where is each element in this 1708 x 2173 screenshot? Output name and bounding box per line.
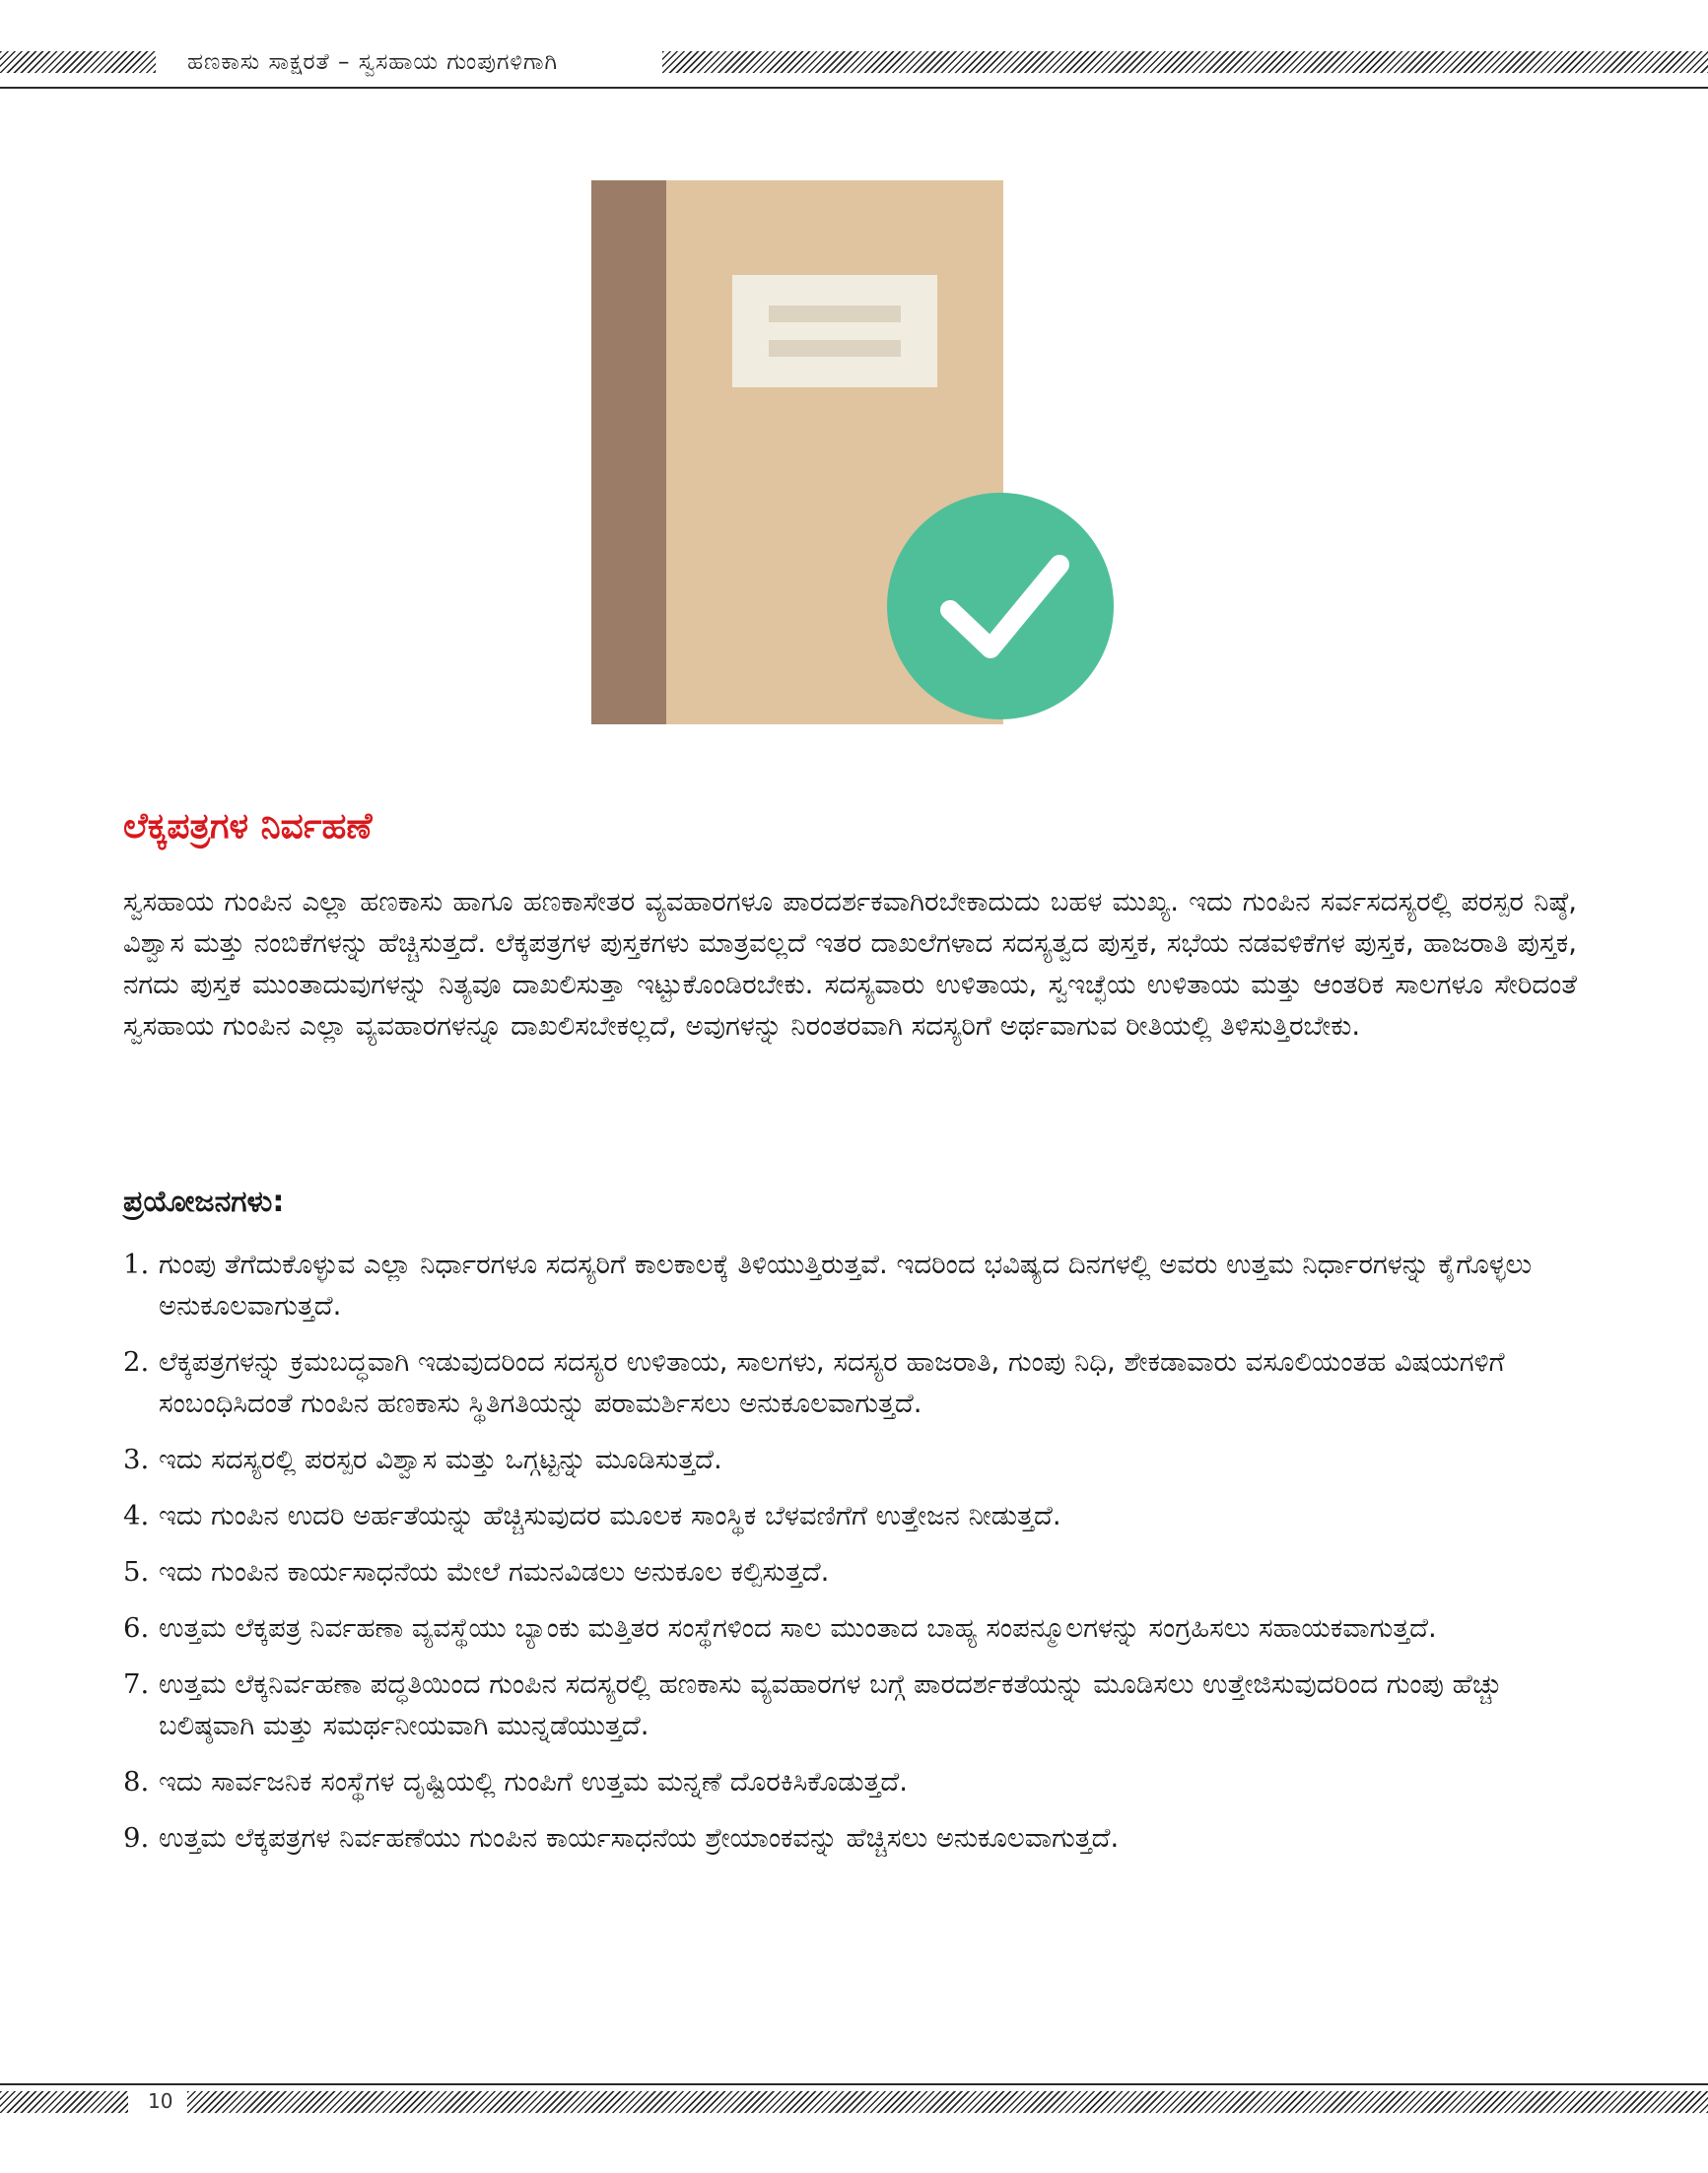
list-item-number: 6. [123, 1612, 150, 1644]
list-item-text: ಉತ್ತಮ ಲೆಕ್ಕನಿರ್ವಹಣಾ ಪದ್ಧತಿಯಿಂದ ಗುಂಪಿನ ಸದಸ್ಯರಲ್ಲಿ ಹಣಕಾಸು ವ್ಯವಹಾರಗಳ ಬಗ್ಗೆ ಪಾರದರ್ಶಕತೆಯನ್ನು ಮೂಡಿಸಲು ಉತ್ತೇಜಿಸುವುದರಿಂದ ಗುಂಪು ಹೆಚ್ಚು ಬಲಿಷ್ಠವಾಗಿ ಮತ್ತು ಸಮರ್ಥನೀಯವಾಗಿ ಮುನ್ನಡೆಯುತ್ತದೆ. [159, 1668, 1503, 1741]
list-item-text: ಇದು ಗುಂಪಿನ ಕಾರ್ಯಸಾಧನೆಯ ಮೇಲೆ ಗಮನವಿಡಲು ಅನುಕೂಲ ಕಲ್ಪಿಸುತ್ತದೆ. [159, 1556, 830, 1588]
list-item-text: ಗುಂಪು ತೆಗೆದುಕೊಳ್ಳುವ ಎಲ್ಲಾ ನಿರ್ಧಾರಗಳೂ ಸದಸ್ಯರಿಗೆ ಕಾಲಕಾಲಕ್ಕೆ ತಿಳಿಯುತ್ತಿರುತ್ತವೆ. ಇದರಿಂದ ಭವಿಷ್ಯದ ದಿನಗಳಲ್ಲಿ ಅವರು ಉತ್ತಮ ನಿರ್ಧಾರಗಳನ್ನು ಕೈಗೊಳ್ಳಲು ಅನುಕೂಲವಾಗುತ್ತದೆ. [159, 1249, 1533, 1322]
notebook-label [732, 275, 937, 387]
list-item-number: 7. [123, 1668, 150, 1700]
list-item-text: ಲೆಕ್ಕಪತ್ರಗಳನ್ನು ಕ್ರಮಬದ್ಧವಾಗಿ ಇಡುವುದರಿಂದ ಸದಸ್ಯರ ಉಳಿತಾಯ, ಸಾಲಗಳು, ಸದಸ್ಯರ ಹಾಜರಾತಿ, ಗುಂಪು ನಿಧಿ, ಶೇಕಡಾವಾರು ವಸೂಲಿಯಂತಹ ವಿಷಯಗಳಿಗೆ ಸಂಬಂಧಿಸಿದಂತೆ ಗುಂಪಿನ ಹಣಕಾಸು ಸ್ಥಿತಿಗತಿಯನ್ನು ಪರಾಮರ್ಶಿಸಲು ಅನುಕೂಲವಾಗುತ್ತದೆ. [159, 1346, 1505, 1419]
header-rule [0, 87, 1708, 89]
list-item-text: ಇದು ಸದಸ್ಯರಲ್ಲಿ ಪರಸ್ಪರ ವಿಶ್ವಾಸ ಮತ್ತು ಒಗ್ಗಟ್ಟನ್ನು ಮೂಡಿಸುತ್ತದೆ. [159, 1444, 722, 1475]
benefits-heading: ಪ್ರಯೋಜನಗಳು: [123, 1185, 285, 1219]
footer-hatch-right [187, 2091, 1708, 2113]
page-number: 10 [148, 2089, 173, 2113]
list-item-text: ಉತ್ತಮ ಲೆಕ್ಕಪತ್ರಗಳ ನಿರ್ವಹಣೆಯು ಗುಂಪಿನ ಕಾರ್ಯಸಾಧನೆಯ ಶ್ರೇಯಾಂಕವನ್ನು ಹೆಚ್ಚಿಸಲು ಅನುಕೂಲವಾಗುತ್ತದೆ. [159, 1822, 1120, 1854]
list-item-text: ಉತ್ತಮ ಲೆಕ್ಕಪತ್ರ ನಿರ್ವಹಣಾ ವ್ಯವಸ್ಥೆಯು ಬ್ಯಾಂಕು ಮತ್ತಿತರ ಸಂಸ್ಥೆಗಳಿಂದ ಸಾಲ ಮುಂತಾದ ಬಾಹ್ಯ ಸಂಪನ್ಮೂಲಗಳನ್ನು ಸಂಗ್ರಹಿಸಲು ಸಹಾಯಕವಾಗುತ್ತದೆ. [159, 1612, 1437, 1644]
checkmark-icon [887, 493, 1114, 719]
list-item [123, 1341, 1577, 1424]
checkmark-badge [887, 493, 1114, 719]
list-item-text: ಇದು ಗುಂಪಿನ ಉದರಿ ಅರ್ಹತೆಯನ್ನು ಹೆಚ್ಚಿಸುವುದರ ಮೂಲಕ ಸಾಂಸ್ಥಿಕ ಬೆಳವಣಿಗೆಗೆ ಉತ್ತೇಜನ ನೀಡುತ್ತದೆ. [159, 1500, 1061, 1531]
section-title: ಲೆಕ್ಕಪತ್ರಗಳ ನಿರ್ವಹಣೆ [123, 806, 373, 847]
list-item [123, 1664, 1577, 1746]
list-item-text: ಇದು ಸಾರ್ವಜನಿಕ ಸಂಸ್ಥೆಗಳ ದೃಷ್ಟಿಯಲ್ಲಿ ಗುಂಪಿಗೆ ಉತ್ತಮ ಮನ್ನಣೆ ದೊರಕಿಸಿಕೊಡುತ್ತದೆ. [159, 1766, 909, 1798]
ledger-illustration [591, 180, 1124, 724]
list-item-number: 9. [123, 1822, 150, 1854]
list-item-number: 1. [123, 1249, 150, 1280]
list-item [123, 1607, 1577, 1649]
list-item [123, 1761, 1577, 1802]
notebook-label-line [769, 306, 901, 322]
list-item [123, 1439, 1577, 1480]
list-item-number: 8. [123, 1766, 150, 1798]
running-header-title: ಹಣಕಾಸು ಸಾಕ್ಷರತೆ – ಸ್ವಸಹಾಯ ಗುಂಪುಗಳಿಗಾಗಿ [187, 49, 559, 75]
list-item [123, 1244, 1577, 1326]
list-item [123, 1495, 1577, 1536]
footer-rule [0, 2083, 1708, 2085]
list-item-number: 2. [123, 1346, 150, 1378]
notebook-label-line [769, 340, 901, 357]
header-hatch-right [662, 51, 1708, 73]
list-item [123, 1551, 1577, 1593]
footer-hatch-left [0, 2091, 128, 2113]
notebook-spine [591, 180, 666, 724]
benefits-list [123, 1244, 1577, 1873]
list-item-number: 4. [123, 1500, 150, 1531]
header-hatch-left [0, 51, 156, 73]
list-item-number: 5. [123, 1556, 150, 1588]
intro-paragraph: ಸ್ವಸಹಾಯ ಗುಂಪಿನ ಎಲ್ಲಾ ಹಣಕಾಸು ಹಾಗೂ ಹಣಕಾಸೇತರ ವ್ಯವಹಾರಗಳೂ ಪಾರದರ್ಶಕವಾಗಿರಬೇಕಾದುದು ಬಹಳ ಮುಖ್ಯ. ಇದು ಗುಂಪಿನ ಸರ್ವಸದಸ್ಯರಲ್ಲಿ ಪರಸ್ಪರ ನಿಷ್ಠೆ, ವಿಶ್ವಾಸ ಮತ್ತು ನಂಬಿಕೆಗಳನ್ನು ಹೆಚ್ಚಿಸುತ್ತದೆ. ಲೆಕ್ಕಪತ್ರಗಳ ಪುಸ್ತಕಗಳು ಮಾತ್ರವಲ್ಲದೆ ಇತರ ದಾಖಲೆಗಳಾದ ಸದಸ್ಯತ್ವದ ಪುಸ್ತಕ, ಸಭೆಯ ನಡವಳಿಕೆಗಳ ಪುಸ್ತಕ, ಹಾಜರಾತಿ ಪುಸ್ತಕ, ನಗದು ಪುಸ್ತಕ ಮುಂತಾದುವುಗಳನ್ನು ನಿತ್ಯವೂ ದಾಖಲಿಸುತ್ತಾ ಇಟ್ಟುಕೊಂಡಿರಬೇಕು. ಸದಸ್ಯವಾರು ಉಳಿತಾಯ, ಸ್ವಇಚ್ಛೆಯ ಉಳಿತಾಯ ಮತ್ತು ಆಂತರಿಕ ಸಾಲಗಳೂ ಸೇರಿದಂತೆ ಸ್ವಸಹಾಯ ಗುಂಪಿನ ಎಲ್ಲಾ ವ್ಯವಹಾರಗಳನ್ನೂ ದಾಖಲಿಸಬೇಕಲ್ಲದೆ, ಅವುಗಳನ್ನು ನಿರಂತರವಾಗಿ ಸದಸ್ಯರಿಗೆ ಅರ್ಥವಾಗುವ ರೀತಿಯಲ್ಲಿ ತಿಳಿಸುತ್ತಿರಬೇಕು. [123, 886, 1577, 1042]
list-item [123, 1817, 1577, 1859]
list-item-number: 3. [123, 1444, 150, 1475]
